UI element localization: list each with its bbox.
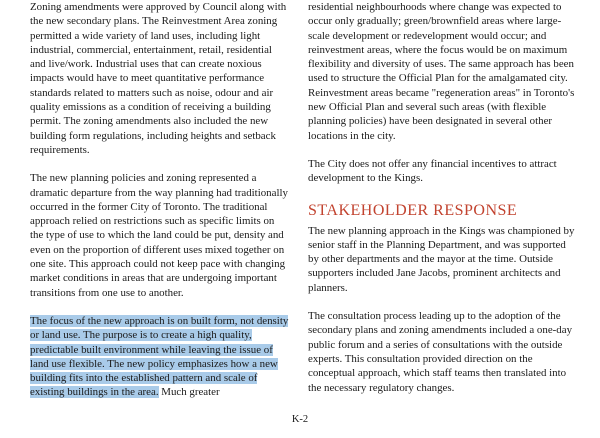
left-column (30, 0, 290, 400)
page-number: K-2 (291, 414, 309, 425)
incentives-paragraph: The City does not offer any financial incentives to attract development to the Kings. (308, 157, 557, 185)
planning-policies-paragraph: The new planning policies and zoning represented a dramatic departure from the way planning had traditionally occurred in the former City of Toronto. The traditional approach relied on restrictions such as specific limits on the type of use to which the land could be put, density and even on the proportion of different uses mixed together on one site. This approach could not keep pace with changing market conditions in areas that are undergoing important transitions from one use to another. (30, 172, 288, 299)
consultation-paragraph: The consultation process leading up to the adoption of the secondary plans and zoning amendments included a one-day public forum and a series of consultations with the outside experts. This consultation provided direction on the conceptual approach, which staff teams then translated into the necessary regulatory changes. (308, 310, 573, 394)
highlighted-text-selection[interactable]: The focus of the new approach is on built form, not density or land use. The purpose is to create a high quality, predictable built environment while leaving the issue of land use flexible. The new policy emphasizes how a new building fits into the established pattern and scale of existing buildings in the area. (30, 314, 289, 399)
stakeholder-paragraph: The new planning approach in the Kings was championed by senior staff in the Planning Department, and was supported by other departments and the mayor at the time. Outside supporters included Jane Jacobs, prominent architects and planners. (308, 224, 575, 294)
stakeholder-response-heading: STAKEHOLDER RESPONSE (308, 201, 518, 219)
paragraph-continuation: Much greater (158, 386, 220, 399)
zoning-amendments-paragraph: Zoning amendments were approved by Council along with the new secondary plans. The Reinvestment Area zoning permitted a wide variety of land uses, including light industrial, commercial, entertainment, retail, residential and live/work. Industrial uses that can create noxious impacts would have to meet quantitative performance standards related to matters such as noise, odour and air quality emissions as a condition of receiving a building permit. The zoning amendments also included the new building form regulations, including heights and setback requirements. (30, 1, 287, 156)
right-column (308, 0, 576, 395)
neighbourhoods-paragraph: residential neighbourhoods where change was expected to occur only gradually; green/brownfield areas where large-scale development or redevelopment would occur; and reinvestment areas, where the focus would be on maximum flexibility and diversity of uses. The same approach has been used to structure the Official Plan for the amalgamated city. Reinvestment areas became "regeneration areas" in Toronto's new Official Plan and several such areas (with flexible planning policies) have been designated in several other locations in the city. (308, 1, 575, 142)
new-approach-paragraph (30, 314, 290, 400)
